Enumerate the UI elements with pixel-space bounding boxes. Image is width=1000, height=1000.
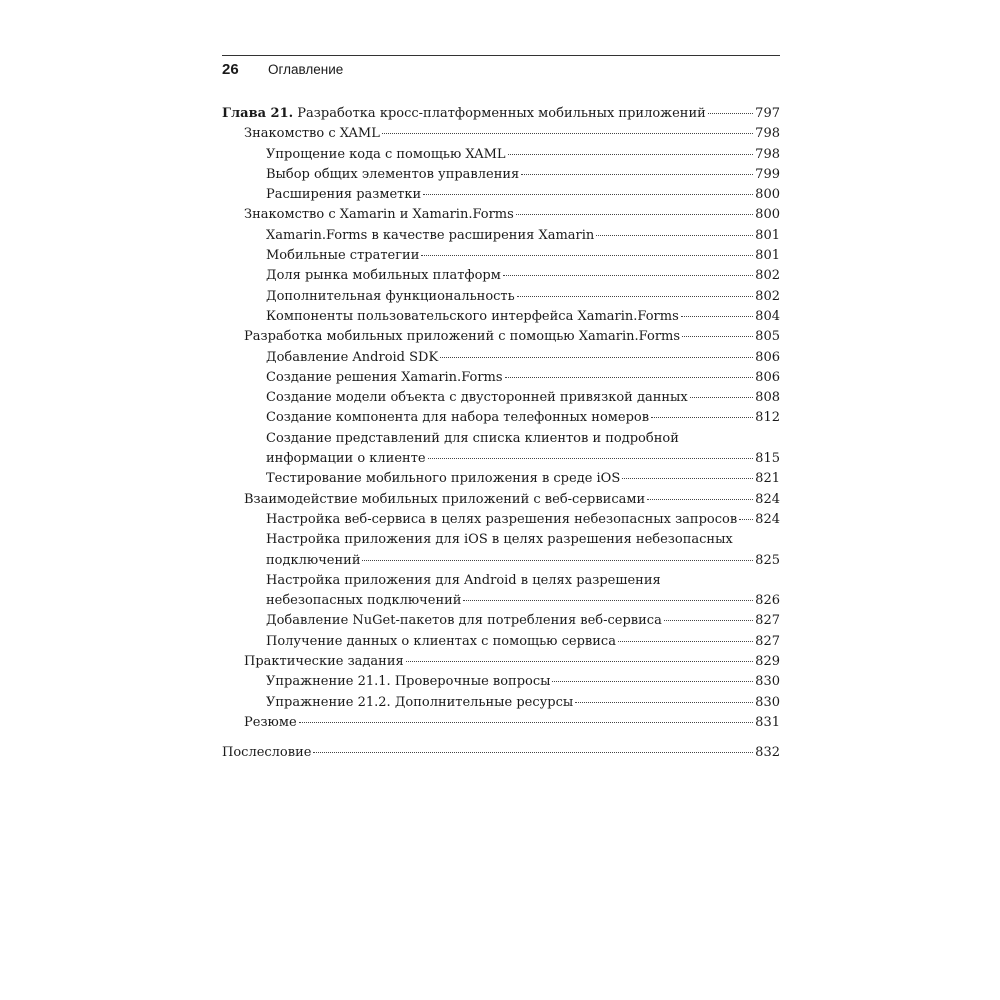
toc-entry[interactable] [222,246,780,266]
dot-leader [505,377,754,378]
toc-entry-title [222,104,706,124]
toc-entry-title: Настройка веб-сервиса в целях разрешения небезопасных запросов [266,511,738,527]
toc-entry-title: Доля рынка мобильных платформ [266,268,501,284]
toc-entry-title: Практические задания [244,654,404,670]
toc-page-number: 806 [755,369,780,385]
toc-page-number: 800 [755,207,780,223]
toc-entry-title: Настройка приложения для Android в целях разрешения [266,572,661,588]
toc-entry-title: Создание модели объекта с двусторонней привязкой данных [266,390,688,406]
toc-entry-title: Дополнительная функциональность [266,288,515,304]
toc-entry-title: Выбор общих элементов управления [266,166,520,182]
toc-page-number: 824 [755,491,780,507]
toc-entry[interactable] [222,652,780,672]
dot-leader [299,722,754,723]
dot-leader [647,499,753,500]
dot-leader [596,235,753,236]
dot-leader [406,661,753,662]
dot-leader [421,255,753,256]
toc-entry[interactable] [222,307,780,327]
toc-entry[interactable] [222,145,780,165]
dot-leader [681,316,753,317]
toc-entry[interactable] [222,408,780,428]
toc-entry-title: информации о клиенте [266,451,426,467]
toc-entry[interactable] [222,287,780,307]
toc-entry[interactable] [222,469,780,489]
dot-leader [552,681,753,682]
dot-leader [664,620,753,621]
toc-entry[interactable] [222,713,780,733]
toc-page-number: 832 [755,745,780,761]
toc-entry-line[interactable] [222,429,780,449]
toc-page-number: 798 [755,146,780,162]
toc-page-number: 799 [755,166,780,182]
toc-entry[interactable] [222,672,780,692]
dot-leader [708,113,753,114]
toc-page-number: 831 [755,714,780,730]
toc-page-number: 801 [755,248,780,264]
toc-page-number: 802 [755,268,780,284]
toc-entry[interactable] [222,205,780,225]
toc-page-number: 802 [755,288,780,304]
toc-page-number: 826 [755,593,780,609]
toc-entry[interactable] [222,743,780,763]
toc-page-number: 829 [755,654,780,670]
toc-entry-title: Добавление NuGet-пакетов для потребления веб-сервиса [266,613,662,629]
toc-entry[interactable] [222,388,780,408]
toc-entry-title: Резюме [244,714,297,730]
dot-leader [508,154,754,155]
toc-page-number: 825 [755,552,780,568]
running-title: Оглавление [268,62,344,77]
toc-entry-title: Xamarin.Forms в качестве расширения Xamarin [266,227,595,243]
toc-entry[interactable] [222,551,780,571]
dot-leader [622,478,753,479]
toc-entry-title: Разработка мобильных приложений с помощью Xamarin.Forms [244,329,681,345]
toc-entry-title: подключений [266,552,361,568]
running-header [222,55,780,86]
toc-entry-line[interactable] [222,571,780,591]
toc-page-number: 808 [755,390,780,406]
chapter-title: Разработка кросс-платформенных мобильных приложений [293,106,706,121]
table-of-contents [222,104,780,764]
toc-entry-title: Настройка приложения для iOS в целях разрешения небезопасных [266,532,733,548]
toc-entry-title: Знакомство с Xamarin и Xamarin.Forms [244,207,514,223]
toc-entry-title: Упрощение кода с помощью XAML [266,146,506,162]
toc-entry[interactable] [222,185,780,205]
toc-page-number: 797 [755,106,780,121]
toc-entry-title: Взаимодействие мобильных приложений с веб-сервисами [244,491,646,507]
dot-leader [690,397,753,398]
toc-entry[interactable] [222,226,780,246]
toc-entry[interactable] [222,104,780,124]
toc-page-number: 800 [755,187,780,203]
dot-leader [651,417,753,418]
toc-entry[interactable] [222,632,780,652]
toc-entry[interactable] [222,348,780,368]
toc-entry-title: небезопасных подключений [266,593,462,609]
chapter-label: Глава 21. [222,106,294,121]
toc-entry-title: Добавление Android SDK [266,349,439,365]
dot-leader [516,214,753,215]
toc-entry-title: Послесловие [222,745,312,761]
toc-entry-title: Упражнение 21.1. Проверочные вопросы [266,674,551,690]
toc-gap [222,733,780,743]
toc-page-number: 812 [755,410,780,426]
dot-leader [382,133,753,134]
toc-page-number: 830 [755,694,780,710]
dot-leader [463,600,753,601]
dot-leader [682,336,753,337]
dot-leader [423,194,753,195]
dot-leader [575,702,753,703]
toc-entry[interactable] [222,490,780,510]
toc-entry[interactable] [222,165,780,185]
toc-entry-line[interactable] [222,530,780,550]
dot-leader [618,641,753,642]
toc-entry[interactable] [222,327,780,347]
toc-entry[interactable] [222,124,780,144]
toc-entry-title: Упражнение 21.2. Дополнительные ресурсы [266,694,574,710]
toc-page-number: 805 [755,329,780,345]
toc-page-number: 830 [755,674,780,690]
toc-page-number: 798 [755,126,780,142]
toc-page-number: 821 [755,471,780,487]
dot-leader [517,296,753,297]
dot-leader [313,752,753,753]
toc-entry[interactable] [222,591,780,611]
toc-entry[interactable] [222,611,780,631]
toc-entry[interactable] [222,368,780,388]
toc-page-number: 804 [755,308,780,324]
toc-entry-title: Создание компонента для набора телефонных номеров [266,410,650,426]
toc-entry[interactable] [222,266,780,286]
toc-page-number: 801 [755,227,780,243]
dot-leader [440,357,753,358]
toc-entry[interactable] [222,693,780,713]
dot-leader [521,174,753,175]
toc-entry-title: Создание решения Xamarin.Forms [266,369,503,385]
toc-entry-title: Получение данных о клиентах с помощью сервиса [266,633,616,649]
toc-page-number: 815 [755,451,780,467]
toc-page-number: 827 [755,633,780,649]
page-number: 26 [222,61,239,78]
toc-page-number: 824 [755,511,780,527]
toc-entry[interactable] [222,449,780,469]
toc-page-number: 806 [755,349,780,365]
dot-leader [739,519,753,520]
dot-leader [362,560,753,561]
toc-page-number: 827 [755,613,780,629]
toc-entry-title: Компоненты пользовательского интерфейса Xamarin.Forms [266,308,679,324]
toc-entry-title: Мобильные стратегии [266,248,420,264]
toc-entry-title: Создание представлений для списка клиентов и подробной [266,430,679,446]
toc-entry[interactable] [222,510,780,530]
dot-leader [503,275,753,276]
toc-entry-title: Расширения разметки [266,187,422,203]
toc-entry-title: Тестирование мобильного приложения в среде iOS [266,471,621,487]
dot-leader [428,458,754,459]
toc-entry-title: Знакомство с XAML [244,126,380,142]
